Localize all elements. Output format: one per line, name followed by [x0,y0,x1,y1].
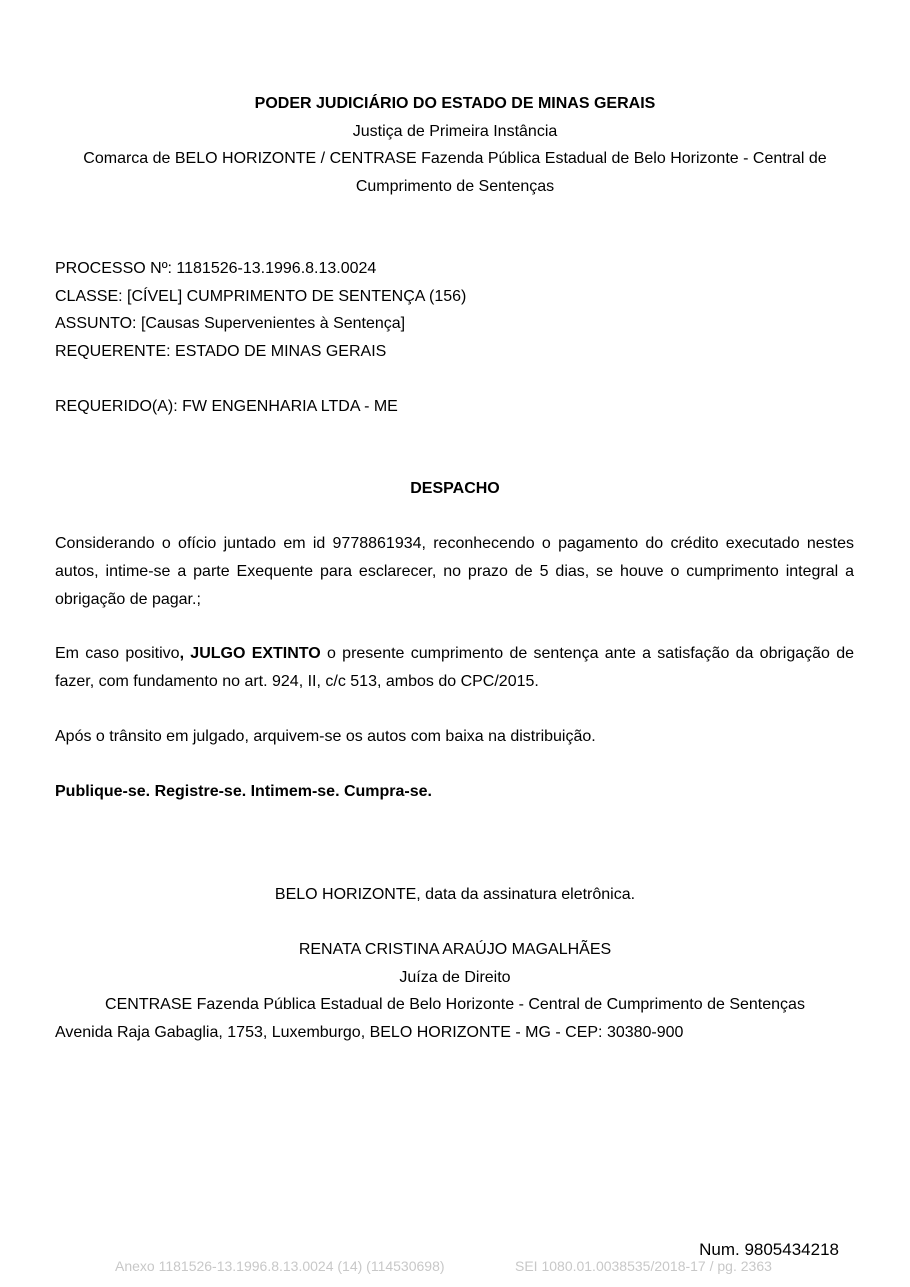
comarca-line-2: Cumprimento de Sentenças [355,178,555,195]
document-title: DESPACHO [410,480,500,497]
paragraph-2-suffix: o presente cumprimento de sentença ante a satisfação da obrigação de fazer, com fundamento no art. 924, II, c/c 513, ambos do CPC/2015. [55,645,855,690]
paragraph-2 [55,640,854,696]
place-date: BELO HORIZONTE, data da assinatura eletrônica. [274,886,636,903]
requerente-field: REQUERENTE: ESTADO DE MINAS GERAIS [55,343,387,360]
document-number: Num. 9805434218 [699,1240,839,1259]
annex-reference: Anexo 1181526-13.1996.8.13.0024 (14) (114530698) [115,1258,445,1274]
assunto-field: ASSUNTO: [Causas Supervenientes à Sentença] [55,315,406,332]
judge-name: RENATA CRISTINA ARAÚJO MAGALHÃES [298,941,612,958]
instance-line: Justiça de Primeira Instância [352,123,558,140]
processo-number: PROCESSO Nº: 1181526-13.1996.8.13.0024 [55,260,377,277]
paragraph-3: Após o trânsito em julgado, arquivem-se os autos com baixa na distribuição. [55,728,596,745]
court-address: Avenida Raja Gabaglia, 1753, Luxemburgo, BELO HORIZONTE - MG - CEP: 30380-900 [55,1024,684,1041]
court-heading: PODER JUDICIÁRIO DO ESTADO DE MINAS GERAIS [254,95,656,112]
court-unit: CENTRASE Fazenda Pública Estadual de Belo Horizonte - Central de Cumprimento de Sentenças [105,996,805,1013]
paragraph-1: Considerando o ofício juntado em id 9778861934, reconhecendo o pagamento do crédito executado nestes autos, intime-se a parte Exequente para esclarecer, no prazo de 5 dias, se houve o cumprimento integral a obrigação de pagar.; [55,535,854,608]
closing-statement: Publique-se. Registre-se. Intimem-se. Cumpra-se. [55,783,432,800]
paragraph-2-prefix: Em caso positivo [55,645,180,662]
judge-title: Juíza de Direito [399,969,511,986]
paragraph-2-bold: , JULGO EXTINTO [179,645,321,662]
comarca-line-1: Comarca de BELO HORIZONTE / CENTRASE Fazenda Pública Estadual de Belo Horizonte - Central de [83,150,827,167]
sei-reference: SEI 1080.01.0038535/2018-17 / pg. 2363 [515,1258,772,1274]
classe-field: CLASSE: [CÍVEL] CUMPRIMENTO DE SENTENÇA (156) [55,288,467,305]
requerido-field: REQUERIDO(A): FW ENGENHARIA LTDA - ME [55,398,398,415]
